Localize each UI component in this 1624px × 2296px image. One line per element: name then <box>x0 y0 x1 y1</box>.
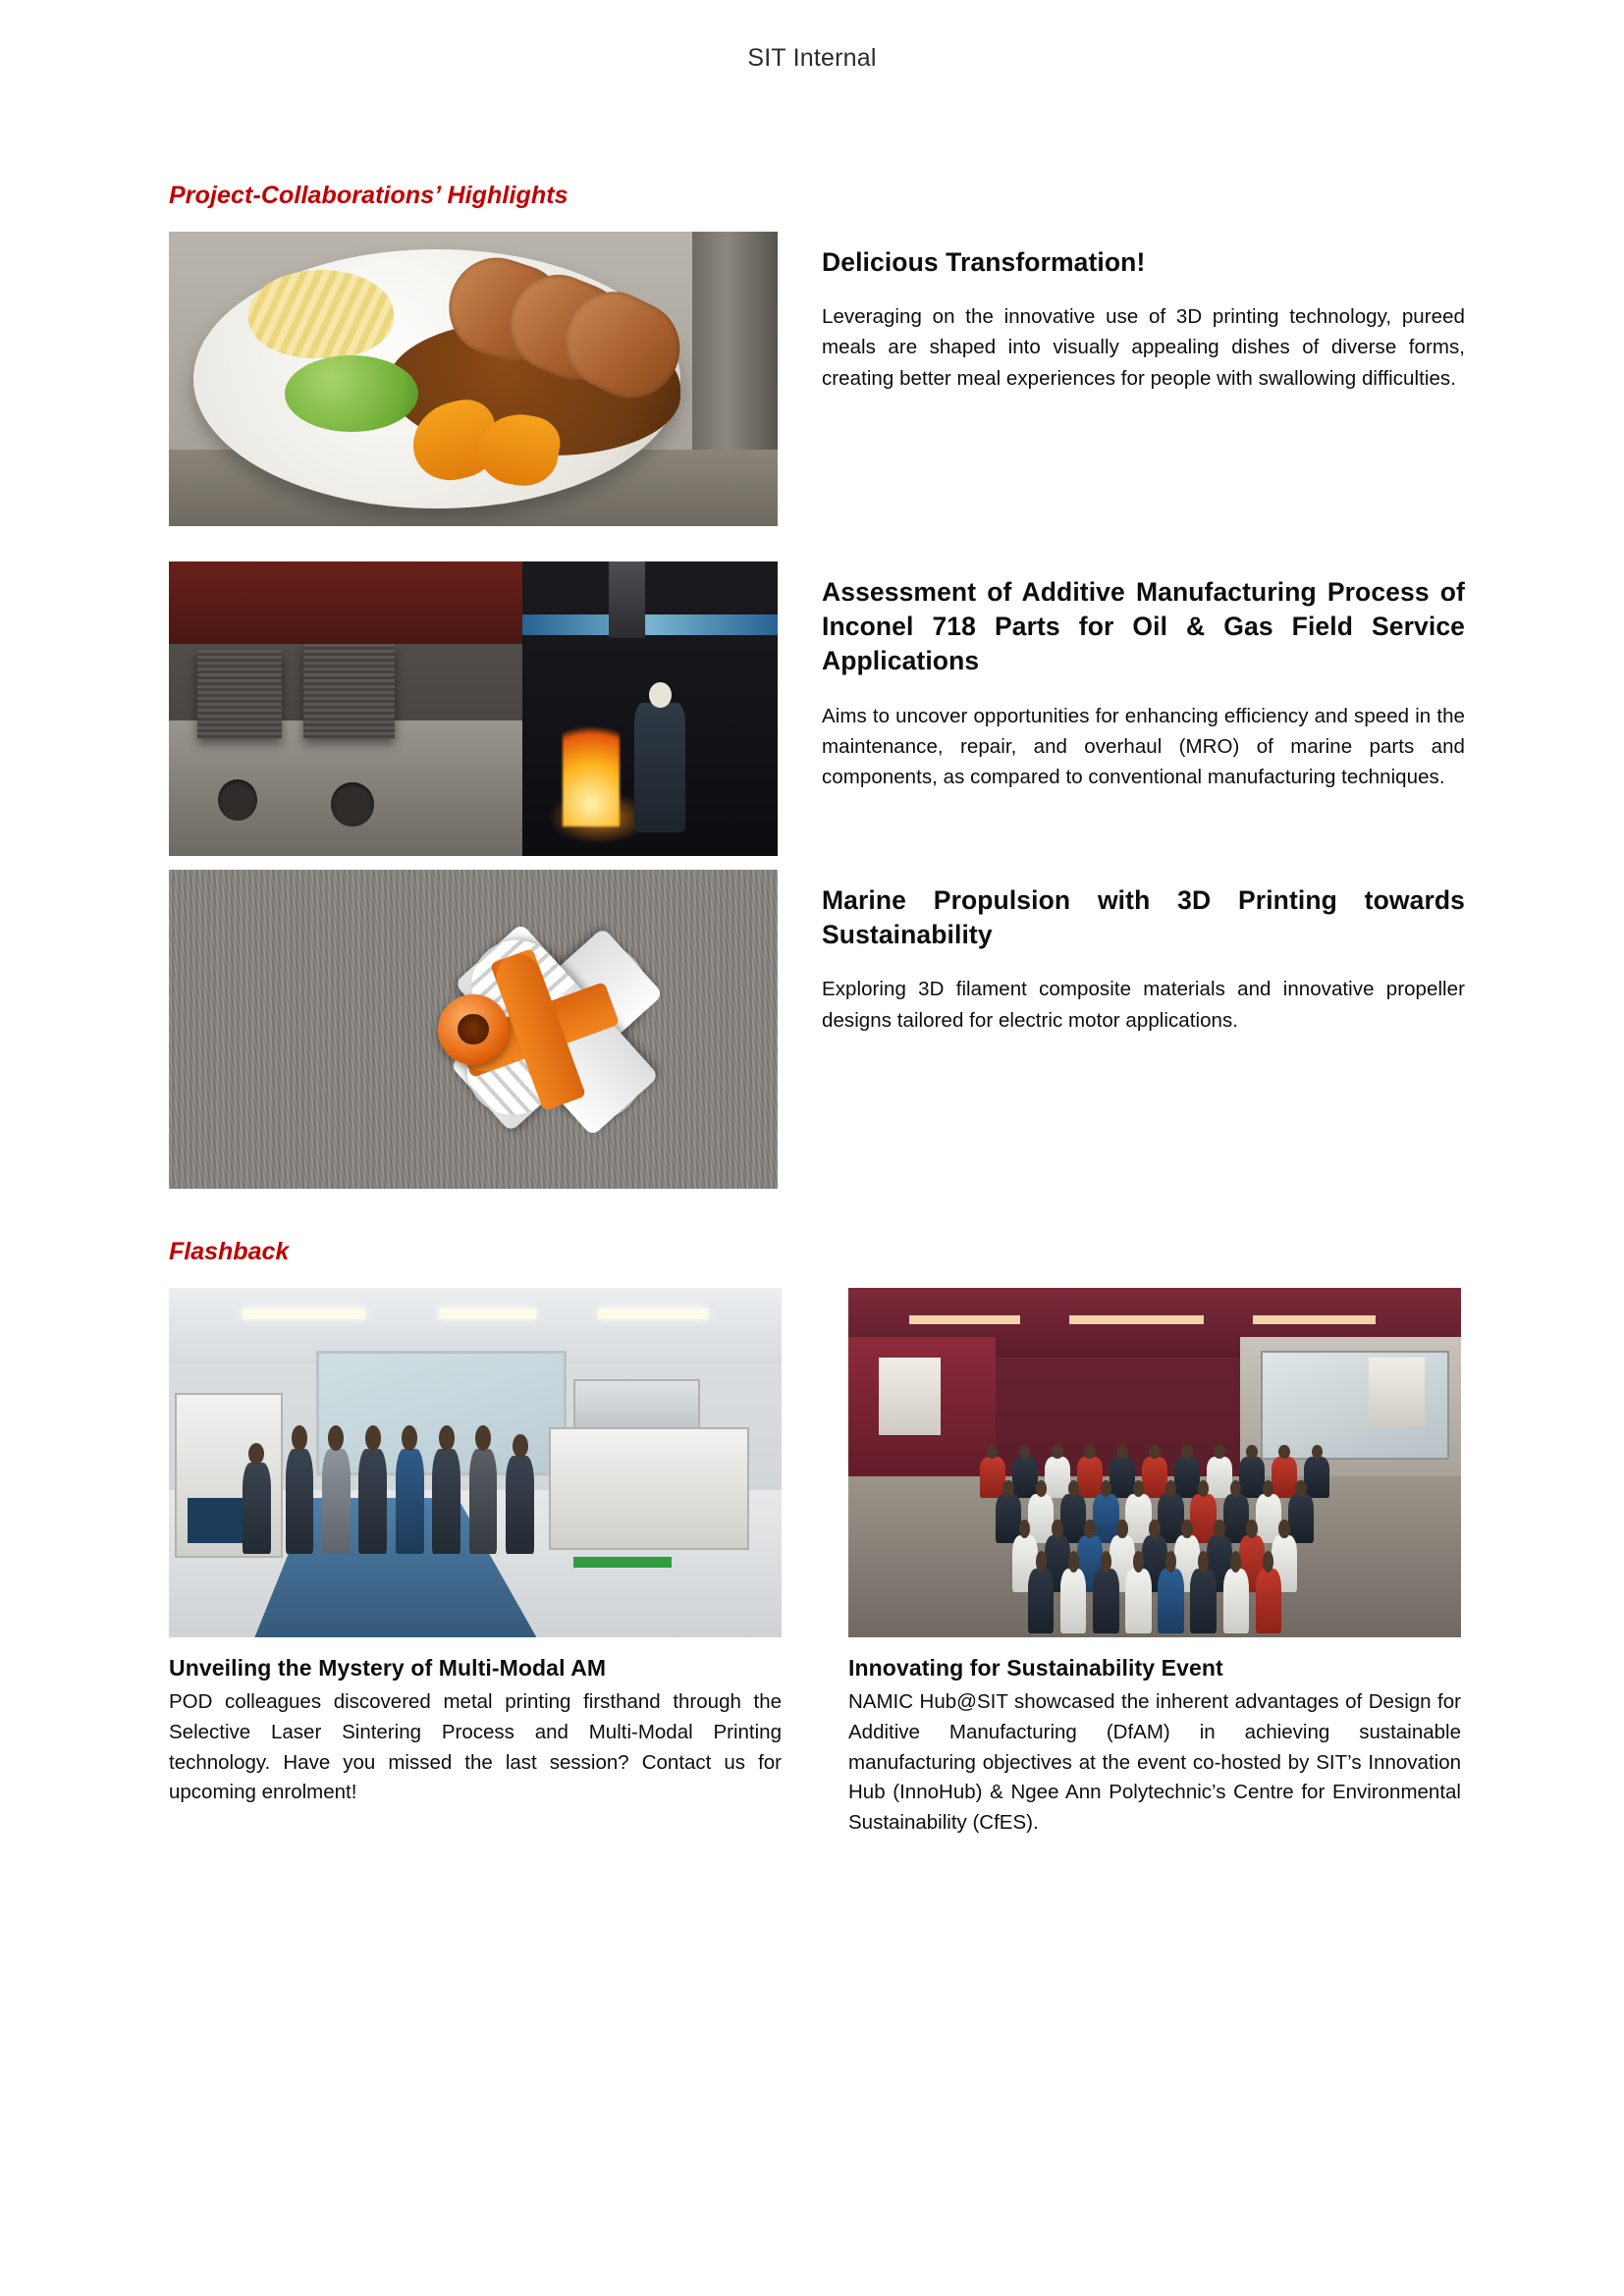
highlight-title: Assessment of Additive Manufacturing Process of Inconel 718 Parts for Oil & Gas Field Service Applications <box>822 577 1465 676</box>
flashback-title: Innovating for Sustainability Event <box>848 1655 1223 1681</box>
section-heading-highlights: Project-Collaborations’ Highlights <box>169 182 568 209</box>
highlight-text <box>778 870 1465 1036</box>
document-body <box>169 182 1465 1839</box>
highlight-text <box>778 232 1465 394</box>
highlight-text <box>778 561 1465 792</box>
pureed-meal-3d-printed-plate-photo <box>169 232 778 526</box>
flashback-body: POD colleagues discovered metal printing firsthand through the Selective Laser Sintering Process and Multi-Modal Printing technology. Have you missed the last session? Contact us for upcoming enrolment! <box>169 1690 782 1804</box>
innovating-for-sustainability-event-audience-photo <box>848 1288 1461 1637</box>
flashback-item <box>848 1288 1461 1839</box>
flashback-title: Unveiling the Mystery of Multi-Modal AM <box>169 1655 607 1681</box>
section-heading-flashback: Flashback <box>169 1238 290 1265</box>
highlight-title: Marine Propulsion with 3D Printing towards Sustainability <box>822 885 1465 950</box>
highlight-item <box>169 561 1465 856</box>
inconel-718-parts-and-foundry-photo <box>169 561 778 856</box>
flashback-item <box>169 1288 782 1839</box>
flashback-body: NAMIC Hub@SIT showcased the inherent advantages of Design for Additive Manufacturing (DfAM) in achieving sustainable manufacturing objectives at the event co-hosted by SIT’s Innovation Hub (InnoHub) & Ngee Ann Polytechnic’s Centre for Environmental Sustainability (CfES). <box>848 1690 1461 1834</box>
page-classification-label: SIT Internal <box>747 44 877 72</box>
highlight-body: Aims to uncover opportunities for enhancing efficiency and speed in the maintenance, repair, and overhaul (MRO) of marine parts and components, as compared to conventional manufacturing techniques. <box>822 704 1465 789</box>
highlight-item <box>169 870 1465 1189</box>
lab-tour-metal-printing-photo <box>169 1288 782 1637</box>
highlight-title: Delicious Transformation! <box>822 247 1146 277</box>
highlight-body: Exploring 3D filament composite materials and innovative propeller designs tailored for electric motor applications. <box>822 978 1465 1032</box>
flashback-grid <box>169 1288 1465 1839</box>
highlight-body: Leveraging on the innovative use of 3D printing technology, pureed meals are shaped into visually appealing dishes of diverse forms, creating better meal experiences for people with swallowing difficulties. <box>822 305 1465 390</box>
3d-printed-marine-propeller-photo <box>169 870 778 1189</box>
highlight-item <box>169 232 1465 526</box>
